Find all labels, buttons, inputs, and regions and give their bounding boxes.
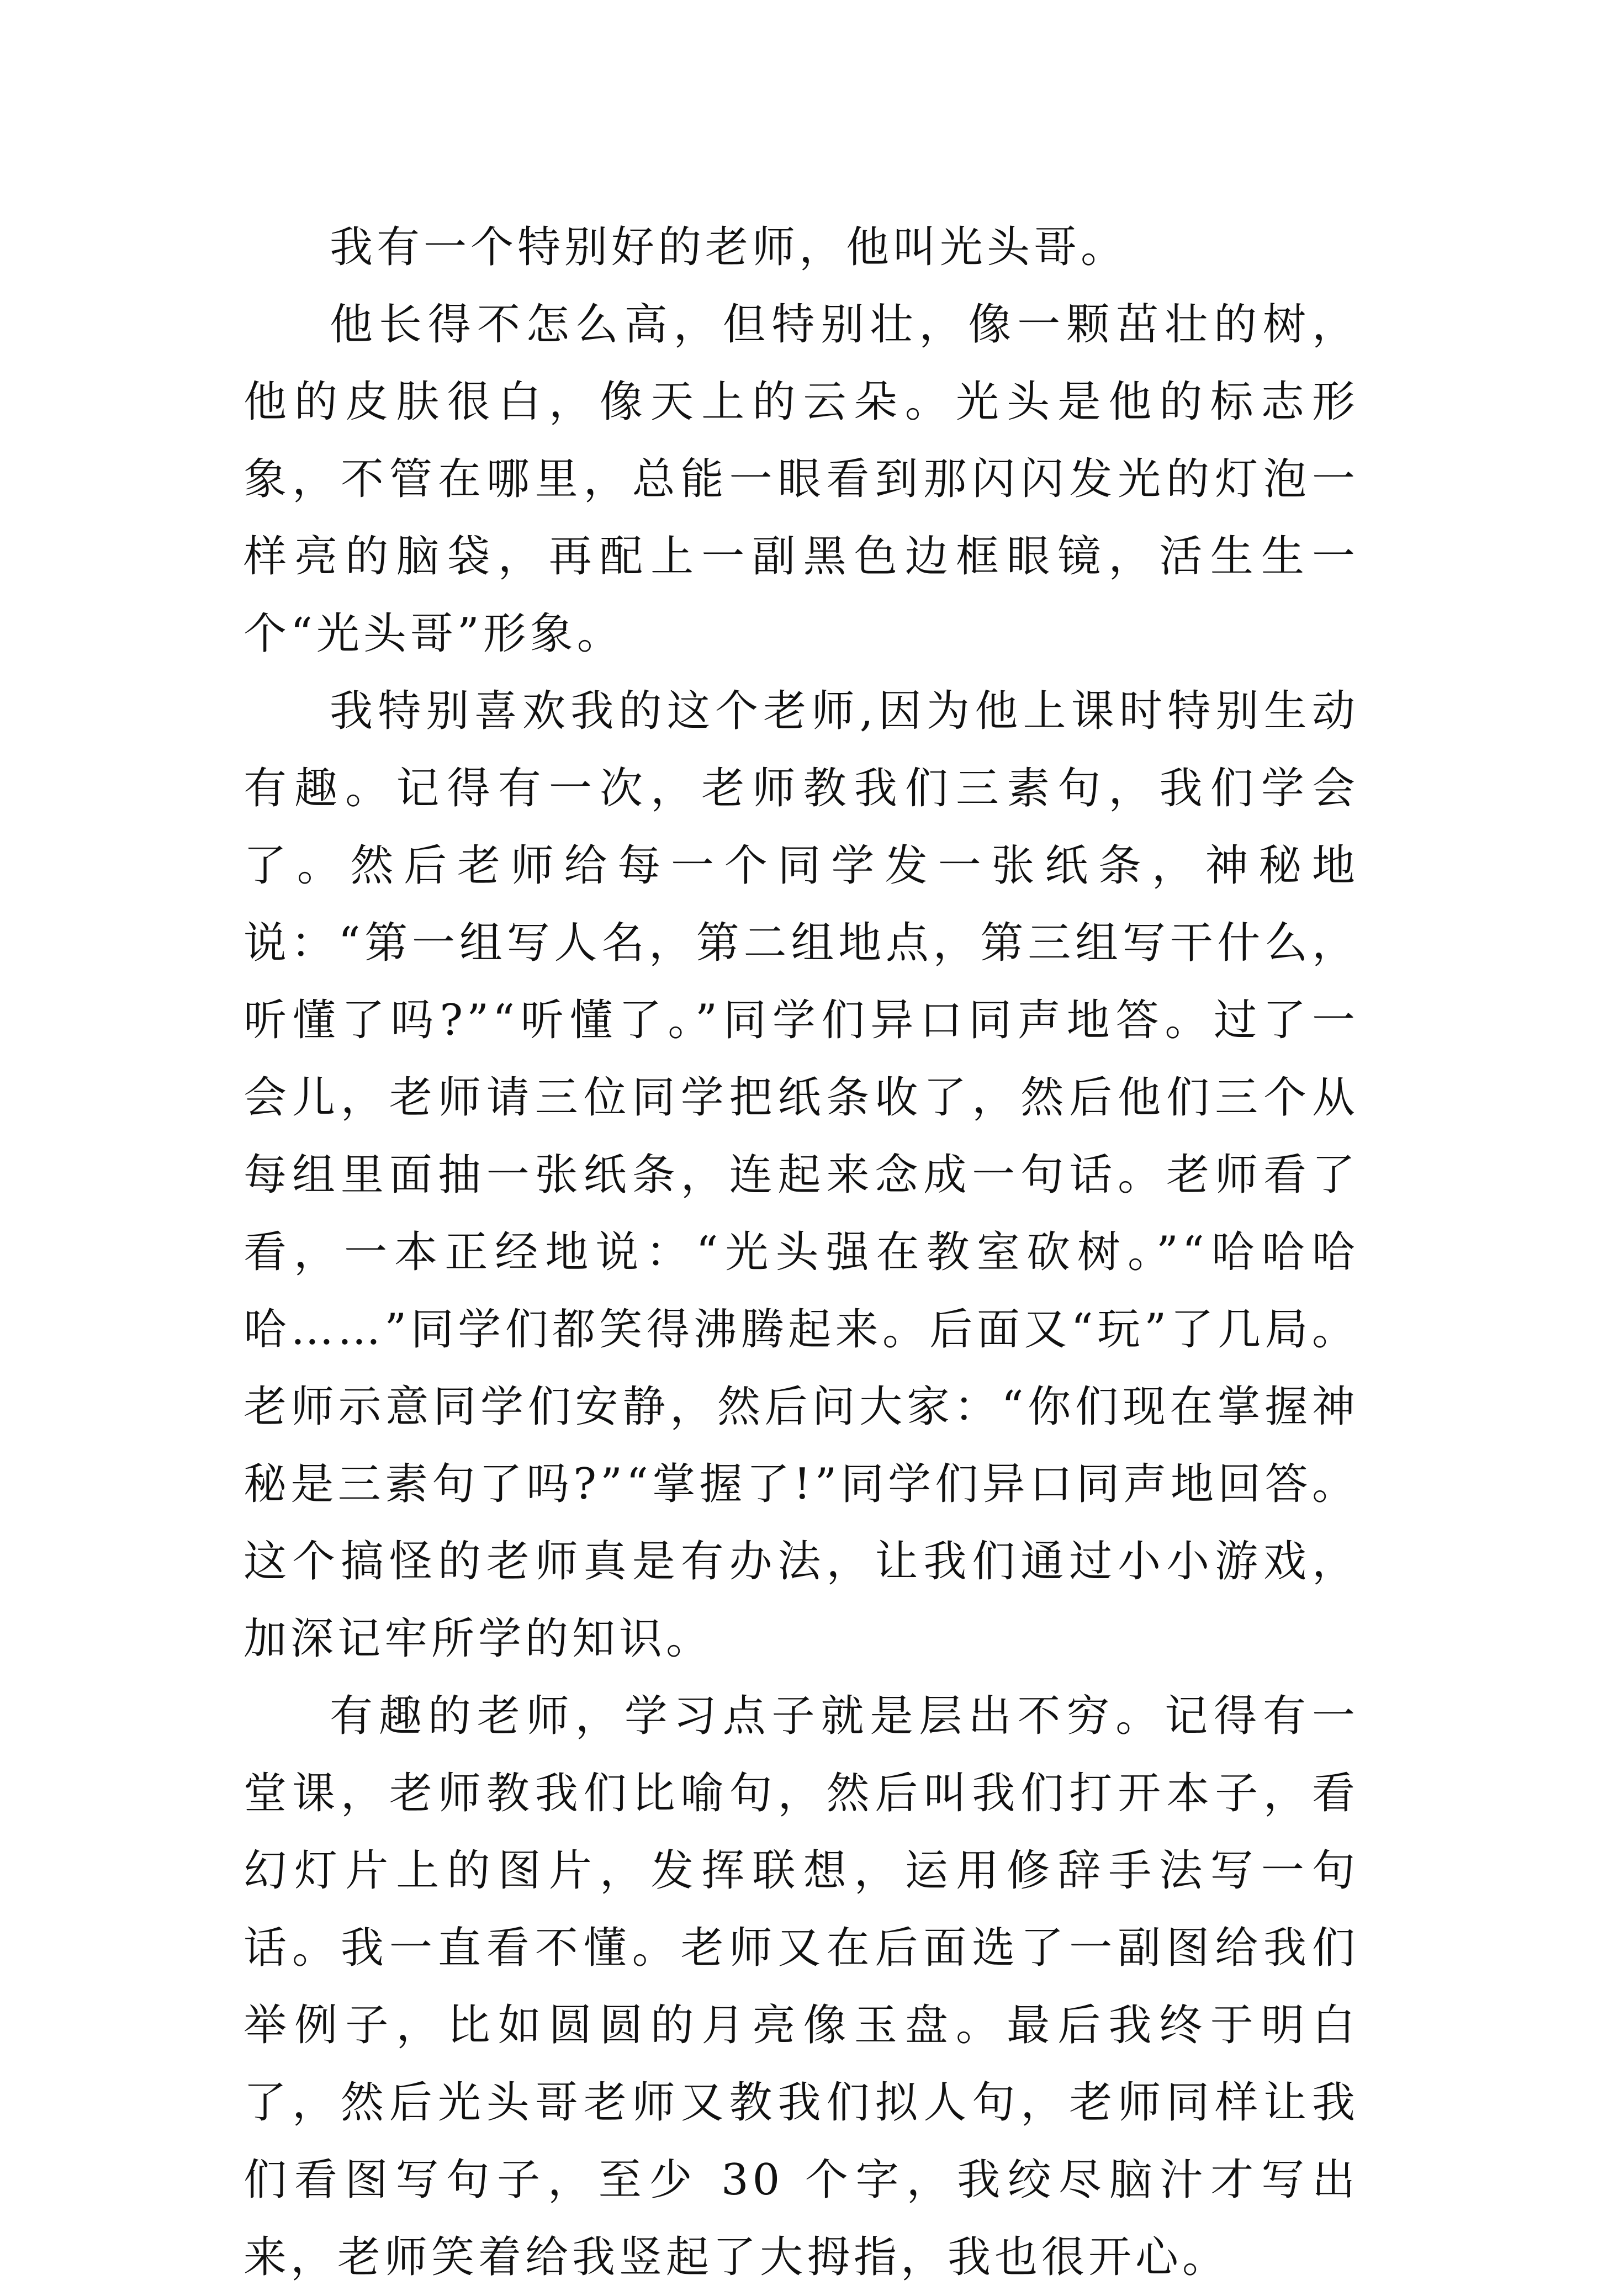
essay-body	[244, 209, 1359, 2296]
paragraph-3: 我特别喜欢我的这个老师,因为他上课时特别生动有趣。记得有一次，老师教我们三素句，我们学会了。然后老师给每一个同学发一张纸条，神秘地说：“第一组写人名，第二组地点，第三组写干什么，听懂了吗?”“听懂了。”同学们异口同声地答。过了一会儿，老师请三位同学把纸条收了，然后他们三个从每组里面抽一张纸条，连起来念成一句话。老师看了看，一本正经地说：“光头强在教室砍树。”“哈哈哈哈……”同学们都笑得沸腾起来。后面又“玩”了几局。老师示意同学们安静，然后问大家：“你们现在掌握神秘是三素句了吗?”“掌握了!”同学们异口同声地回答。这个搞怪的老师真是有办法，让我们通过小小游戏，加深记牢所学的知识。	[244, 686, 1359, 1664]
paragraph-1: 我有一个特别好的老师，他叫光头哥。	[330, 223, 1128, 272]
paragraph-4: 有趣的老师，学习点子就是层出不穷。记得有一堂课，老师教我们比喻句，然后叫我们打开本子，看幻灯片上的图片，发挥联想，运用修辞手法写一句话。我一直看不懂。老师又在后面选了一副图给我们举例子，比如圆圆的月亮像玉盘。最后我终于明白了，然后光头哥老师又教我们拟人句，老师同样让我们看图写句子，至少 30 个字，我绞尽脑汁才写出来，老师笑着给我竖起了大拇指，我也很开心。	[244, 1691, 1359, 2282]
paragraph-2: 他长得不怎么高，但特别壮，像一颗茁壮的树，他的皮肤很白，像天上的云朵。光头是他的标志形象，不管在哪里，总能一眼看到那闪闪发光的灯泡一样亮的脑袋，再配上一副黑色边框眼镜，活生生一个“光头哥”形象。	[244, 300, 1359, 659]
